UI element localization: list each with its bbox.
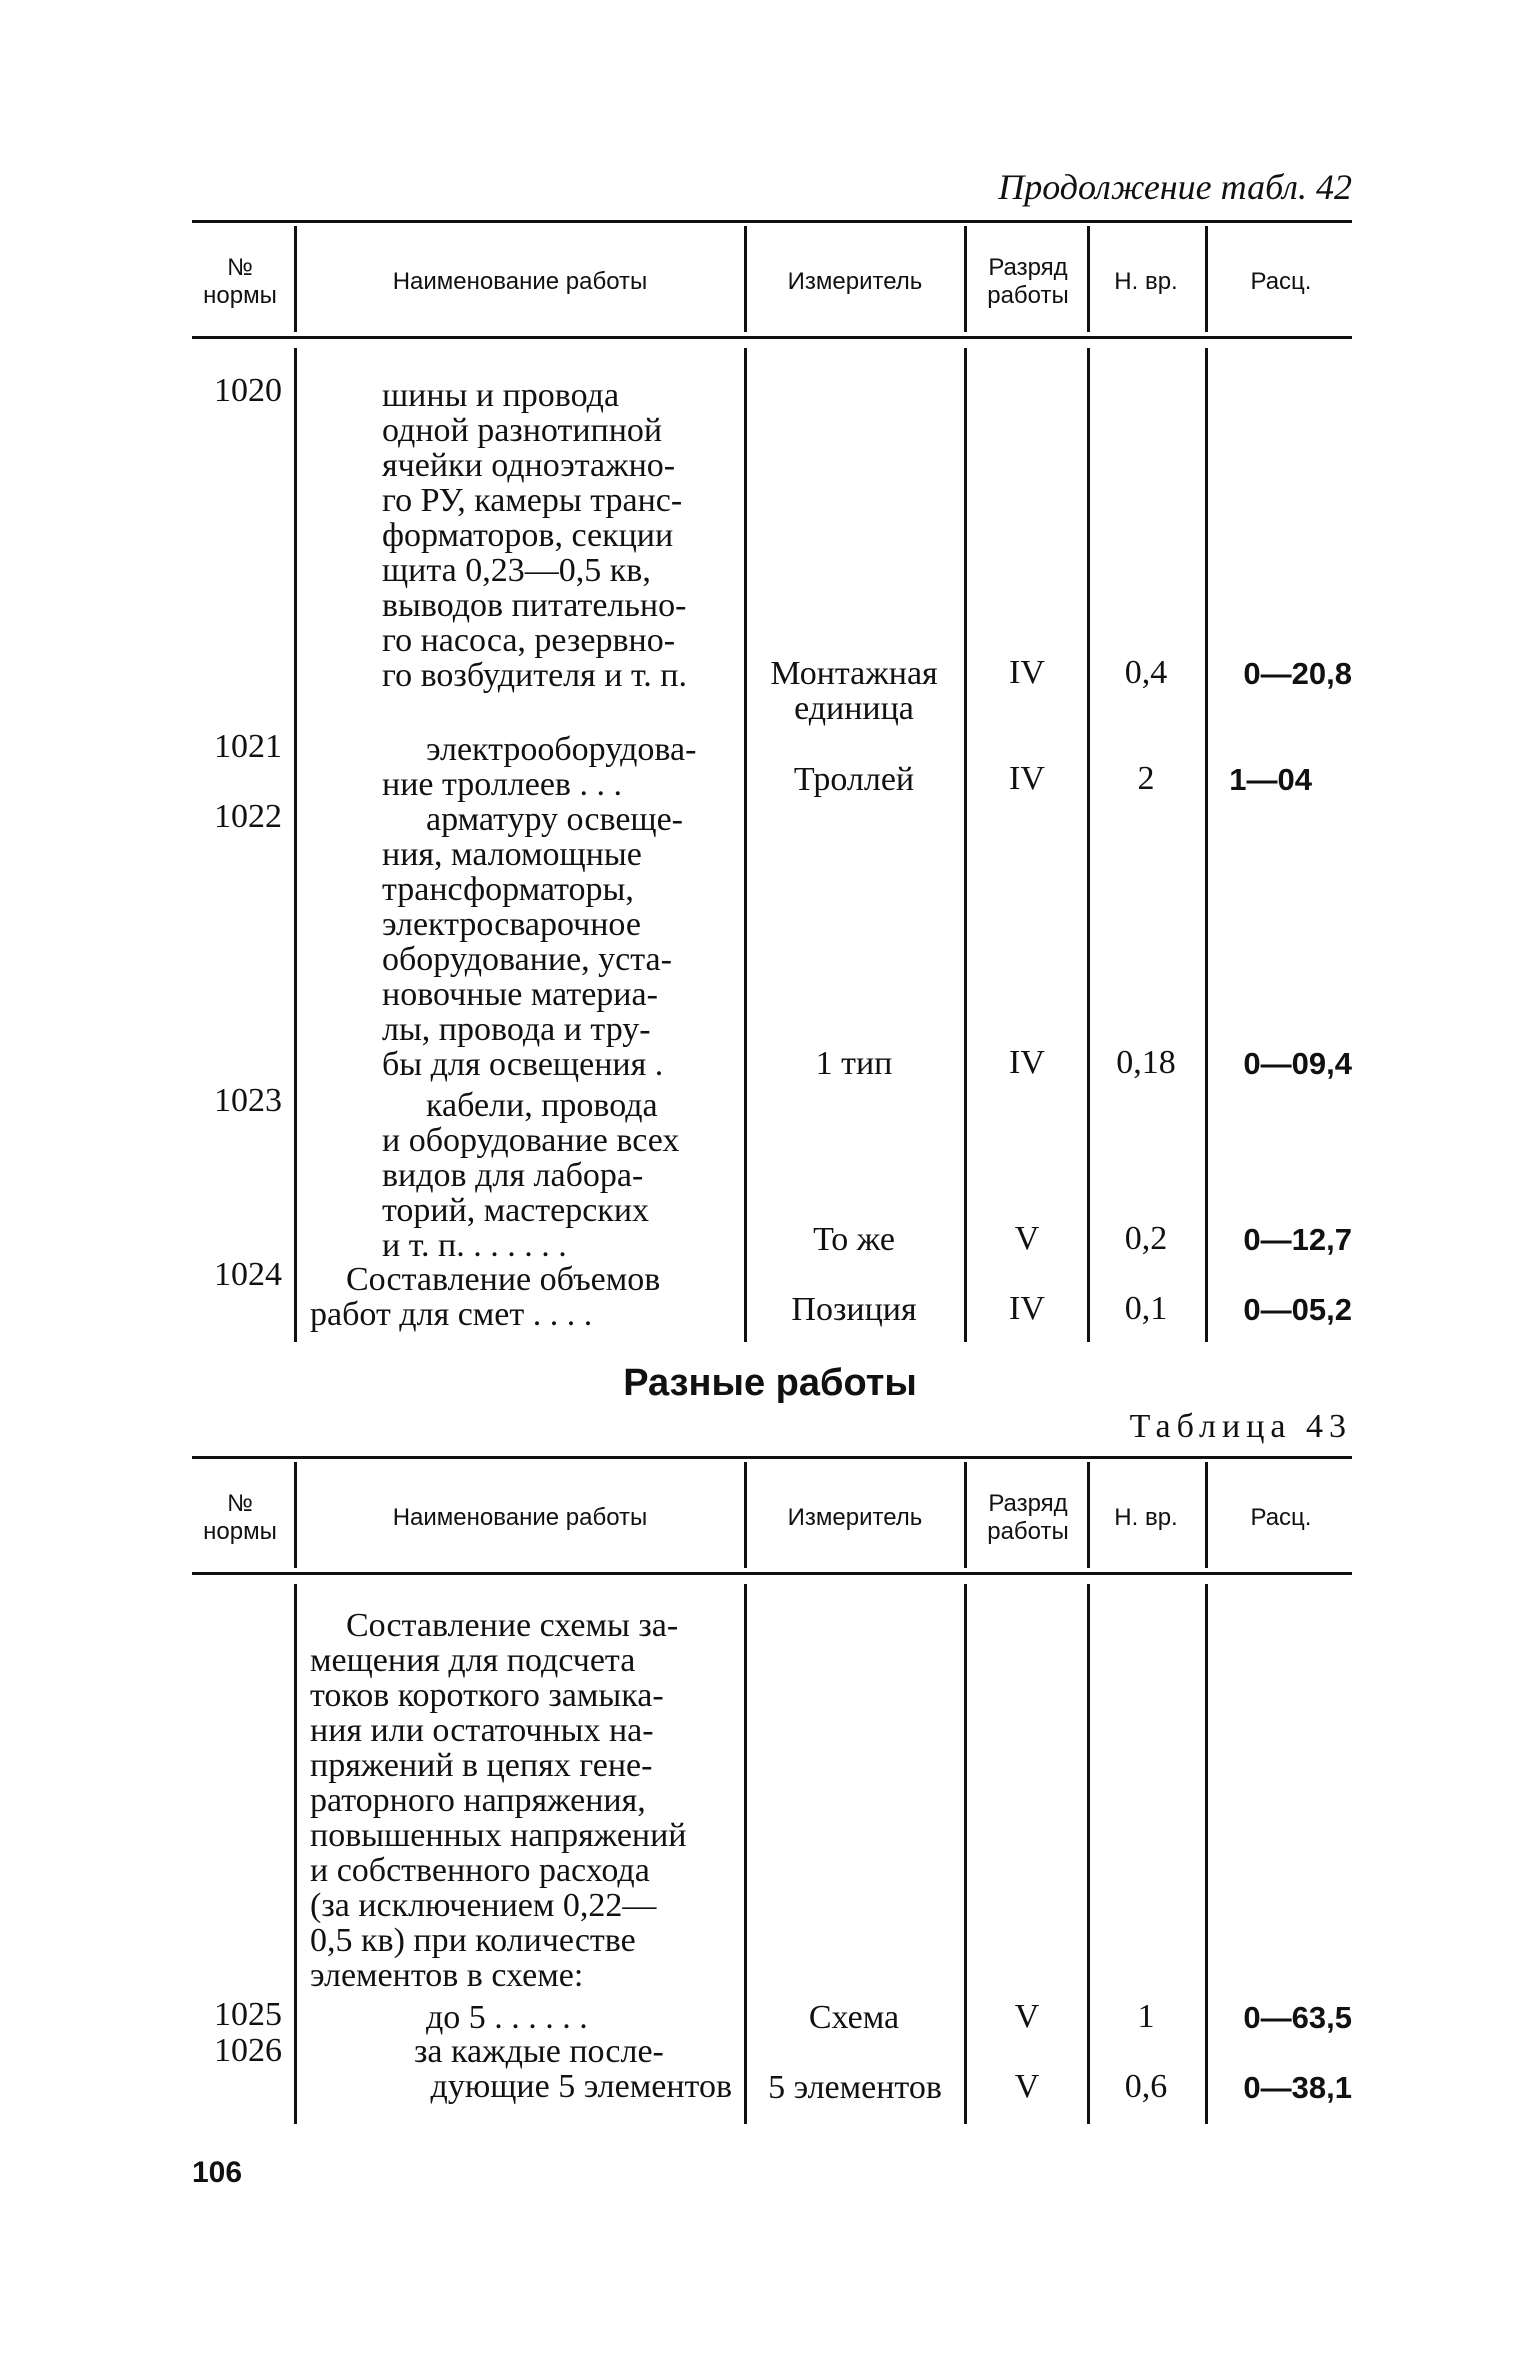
header-rate: Расц.: [1250, 268, 1312, 296]
rate-value: 0—20,8: [1243, 656, 1352, 691]
column-divider: [964, 348, 967, 1342]
header-measure: Измеритель: [787, 268, 923, 296]
work-category: IV: [1009, 654, 1045, 691]
rate-value: 0—63,5: [1243, 2000, 1352, 2035]
column-divider: [294, 348, 297, 1342]
column-divider: [1205, 348, 1208, 1342]
time-norm: 0,4: [1124, 654, 1168, 691]
measure-unit: Монтажная единица: [770, 655, 938, 727]
work-category: V: [1014, 1998, 1040, 2035]
column-divider: [294, 226, 297, 332]
column-divider: [744, 348, 747, 1342]
rate-value: 0—05,2: [1243, 1292, 1352, 1327]
column-divider: [1087, 1462, 1090, 1568]
column-divider: [1087, 348, 1090, 1342]
column-divider: [1205, 1584, 1208, 2124]
header-category: Разряд работы: [987, 1490, 1069, 1545]
work-description: кабели, провода и оборудование всех видов для лабора- торий, мастерских и т. п. . . . . . .: [382, 1087, 680, 1264]
measure-unit: Троллей: [793, 761, 915, 798]
column-divider: [964, 226, 967, 332]
rate-value: 0—09,4: [1243, 1046, 1352, 1081]
table-header-rule: [192, 336, 1352, 339]
column-divider: [1087, 1584, 1090, 2124]
table-caption: Продолжение табл. 42: [998, 167, 1352, 207]
work-category: IV: [1009, 1044, 1045, 1081]
norm-number: 1024: [214, 1256, 282, 1293]
work-category: V: [1014, 1220, 1040, 1257]
measure-unit: 5 элементов: [768, 2069, 942, 2106]
header-work-name: Наименование работы: [392, 268, 648, 296]
work-category: IV: [1009, 760, 1045, 797]
column-divider: [964, 1584, 967, 2124]
section-title: Разные работы: [623, 1362, 917, 1404]
header-measure: Измеритель: [787, 1504, 923, 1532]
measure-unit: Позиция: [791, 1291, 917, 1328]
work-description: Составление объемов работ для смет . . . .: [310, 1261, 661, 1333]
work-description: шины и провода одной разнотипной ячейки одноэтажно- го РУ, камеры транс- форматоров, секции щита 0,23—0,5 кв, выводов питательно- го насоса, резервно- го возбудителя и т. п.: [382, 377, 687, 694]
work-category: V: [1014, 2068, 1040, 2105]
norm-number: 1025: [214, 1996, 282, 2033]
header-norm-no: № нормы: [203, 254, 277, 309]
measure-unit: Схема: [808, 1999, 900, 2036]
work-category: IV: [1009, 1290, 1045, 1327]
time-norm: 2: [1137, 760, 1155, 797]
table-top-rule: [192, 220, 1352, 223]
header-category: Разряд работы: [987, 254, 1069, 309]
norm-number: 1020: [214, 372, 282, 409]
header-time-norm: Н. вр.: [1114, 1504, 1178, 1532]
column-divider: [744, 226, 747, 332]
work-description-intro: Составление схемы за- мещения для подсчета токов короткого замыка- ния или остаточных на- пряжений в цепях гене- раторного напряжения, повышенных напряжений и собственного расхода (за исключением 0,22— 0,5 кв) при количестве элементов в схеме:: [310, 1607, 687, 1994]
column-divider: [1087, 226, 1090, 332]
page-number: 106: [192, 2156, 243, 2189]
norm-number: 1026: [214, 2032, 282, 2069]
table-caption: Таблица 43: [1129, 1408, 1352, 1445]
column-divider: [294, 1584, 297, 2124]
work-description: за каждые после- дующие 5 элементов: [414, 2033, 732, 2105]
rate-value: 0—38,1: [1243, 2070, 1352, 2105]
column-divider: [964, 1462, 967, 1568]
column-divider: [294, 1462, 297, 1568]
table-header-rule: [192, 1572, 1352, 1575]
table-top-rule: [192, 1456, 1352, 1459]
time-norm: 0,18: [1116, 1044, 1176, 1081]
work-description: арматуру освеще- ния, маломощные трансформаторы, электросварочное оборудование, уста- новочные материа- лы, провода и тру- бы для освещения .: [382, 801, 684, 1083]
header-time-norm: Н. вр.: [1114, 268, 1178, 296]
column-divider: [744, 1462, 747, 1568]
time-norm: 1: [1137, 1998, 1155, 2035]
time-norm: 0,1: [1124, 1290, 1168, 1327]
rate-value: 0—12,7: [1243, 1222, 1352, 1257]
column-divider: [1205, 226, 1208, 332]
work-description: до 5 . . . . . .: [426, 1999, 588, 2036]
rate-value: 1—04: [1229, 762, 1312, 797]
norm-number: 1023: [214, 1082, 282, 1119]
norm-number: 1021: [214, 728, 282, 765]
measure-unit: 1 тип: [815, 1045, 893, 1082]
header-work-name: Наименование работы: [392, 1504, 648, 1532]
column-divider: [1205, 1462, 1208, 1568]
time-norm: 0,2: [1124, 1220, 1168, 1257]
header-rate: Расц.: [1250, 1504, 1312, 1532]
column-divider: [744, 1584, 747, 2124]
work-description: электрооборудова- ние троллеев . . .: [382, 731, 697, 803]
norm-number: 1022: [214, 798, 282, 835]
header-norm-no: № нормы: [203, 1490, 277, 1545]
time-norm: 0,6: [1124, 2068, 1168, 2105]
measure-unit: То же: [813, 1221, 895, 1258]
